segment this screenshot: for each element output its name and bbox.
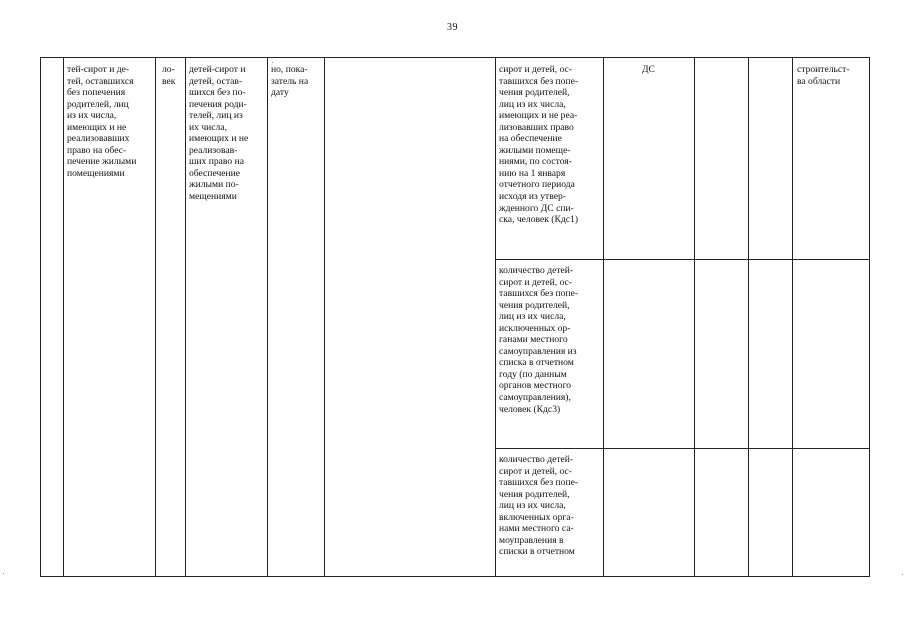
column-border — [155, 57, 156, 577]
table-bottom-border — [40, 576, 870, 577]
column-border — [324, 57, 325, 577]
column-border — [694, 57, 695, 577]
cell-indicator: детей-сирот и детей, остав- шихся без по- печения роди- телей, лиц из их числа, имеющих и не реализовав- ших право на обеспечение жилыми по- мещениями — [189, 64, 249, 203]
cell-category: тей-сирот и де- тей, оставшихся без попечения родителей, лиц из их числа, имеющих и не реализовавших право на обес- печение жилыми помещениями — [67, 64, 137, 179]
row-divider-2 — [495, 448, 870, 449]
scan-speck — [902, 574, 903, 575]
column-border — [869, 57, 870, 577]
column-border — [495, 57, 496, 577]
cell-source-3: количество детей- сирот и детей, ос- тавшихся без попе- чения родителей, лиц из их числа, включенных орга- нами местного са- моуправления в списки в отчетном — [499, 454, 579, 558]
column-border — [792, 57, 793, 577]
cell-responsible: строительст- ва области — [797, 64, 850, 87]
column-border — [40, 57, 41, 577]
scan-speck — [272, 62, 273, 63]
cell-note: но, пока- затель на дату — [271, 64, 309, 99]
table-top-border — [40, 57, 870, 58]
column-border — [603, 57, 604, 577]
column-border — [185, 57, 186, 577]
cell-source-1: сирот и детей, ос- тавшихся без попе- чения родителей, лиц из их числа, имеющих и не реа- лизовавших право на обеспечение жилыми помеще- ниями, по состоя- нию на 1 января отчетного периода исходя из утвер- жденного ДС спи- ска, человек (Кдс1) — [499, 64, 579, 226]
scan-speck — [3, 573, 4, 574]
cell-unit: ло- век — [162, 64, 176, 87]
column-border — [748, 57, 749, 577]
page-number: 39 — [447, 22, 458, 33]
row-divider-1 — [495, 259, 870, 260]
column-border — [63, 57, 64, 577]
column-border — [267, 57, 268, 577]
cell-source-2: количество детей- сирот и детей, ос- тавшихся без попе- чения родителей, лиц из их числа, исключенных ор- ганами местного самоуправления из списка в отчетном году (по данным органов местного самоуправления), человек (Кдс3) — [499, 265, 579, 415]
cell-code: ДС — [642, 64, 655, 75]
